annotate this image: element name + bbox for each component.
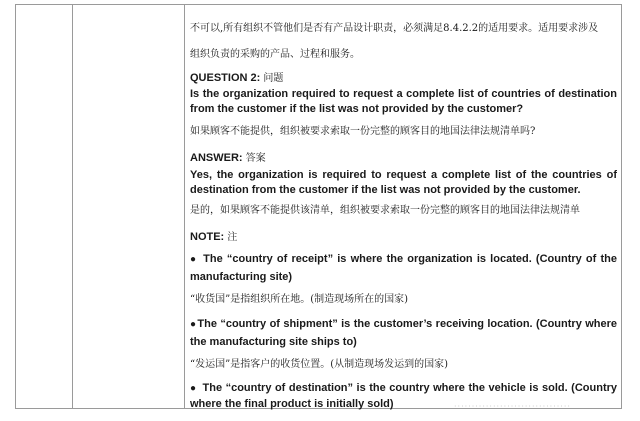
column-divider-2 [184,5,185,408]
content-cell [190,5,617,408]
note-label [190,228,617,243]
bullet-icon: ● [190,383,197,394]
document-table [15,4,622,409]
bullet-icon: ● [190,254,198,265]
bullet-icon: ● [190,319,197,330]
question-zh: 如果顾客不能提供，组织被要求索取一份完整的顾客目的地国法律法规清单吗? [190,126,536,137]
column-divider-1 [72,5,73,408]
question-en-line-2: from the customer if the list was not provided by the customer? [190,103,524,115]
note-item-2-line-2: the manufacturing site ships to) [190,336,357,348]
answer-zh: 是的，如果顾客不能提供该清单，组织被要求索取一份完整的顾客目的地国法律法规清单 [190,205,580,216]
note-item-1-text: The “country of receipt” is where the organization is located. (Country of the [203,253,617,265]
answer-label [190,149,617,164]
note-item-3-line-1 [190,382,617,394]
note-item-3-line-2: where the final product is initially sold) [190,398,394,410]
intro-line-1: 不可以,所有组织不管他们是否有产品设计职责，必须满足8.4.2.2的适用要求。适用要求涉及 [190,23,599,34]
answer-en-line-1: Yes, the organization is required to request a complete list of the countries of [190,169,617,181]
note-item-2-line-1 [190,318,617,330]
note-item-2-zh: “发运国”是指客户的收货位置。(从制造现场发运到的国家) [190,359,449,370]
intro-line-2: 组织负责的采购的产品、过程和服务。 [190,49,360,60]
note-item-2-text: The “country of shipment” is the customer’s receiving location. (Country where [197,318,617,330]
note-label-en: NOTE: [190,231,225,243]
question-label [190,69,617,84]
question-label-zh: 问题 [263,73,284,84]
note-item-1-zh: “收货国”是指组织所在地。(制造现场所在的国家) [190,294,409,305]
question-en-line-1: Is the organization required to request a complete list of countries of destination [190,88,617,100]
note-label-zh: 注 [227,232,238,243]
note-item-3-text: The “country of destination” is the country where the vehicle is sold. (Country [202,382,617,394]
answer-label-en: ANSWER: [190,152,243,164]
answer-en-line-2: destination from the customer if the list was not provided by the customer. [190,184,581,196]
answer-label-zh: 答案 [245,153,266,164]
note-item-1-line-1 [190,253,617,265]
watermark: ································· [454,402,571,411]
note-item-1-line-2: manufacturing site) [190,271,293,283]
question-label-en: QUESTION 2: [190,72,261,84]
